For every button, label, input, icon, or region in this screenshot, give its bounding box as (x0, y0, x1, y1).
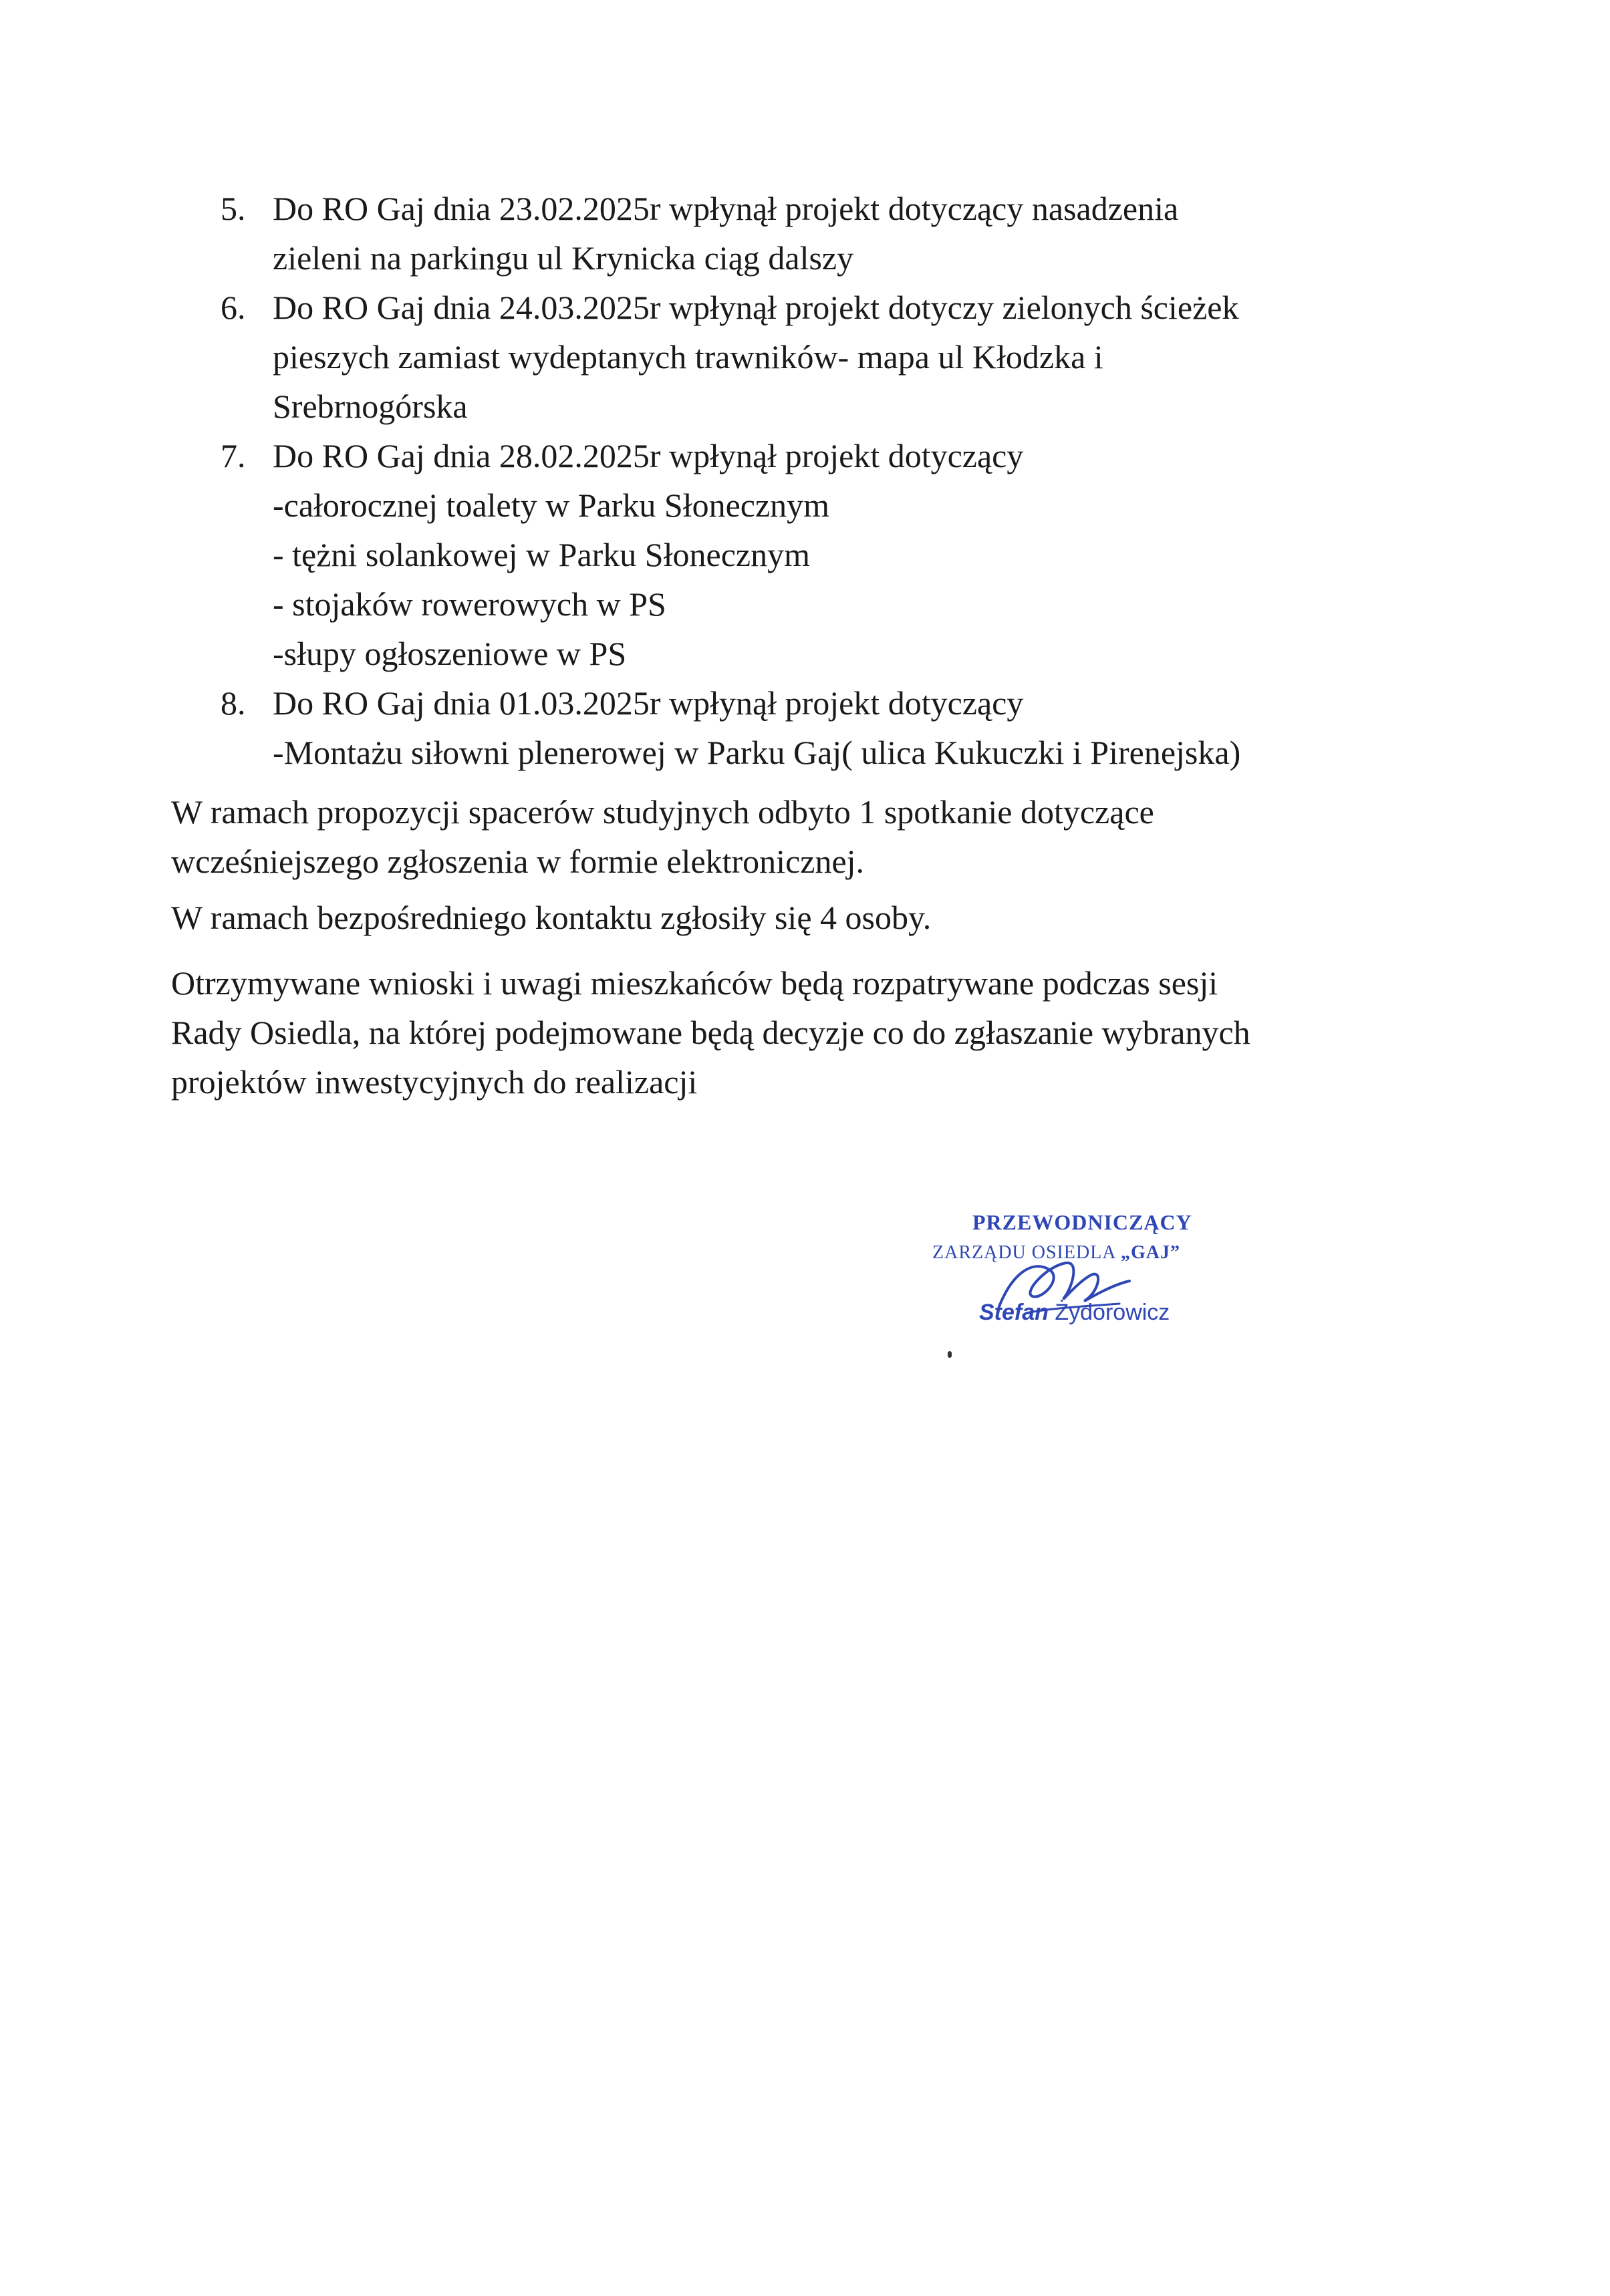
body-paragraphs (171, 787, 1508, 1107)
list-item-line: Do RO Gaj dnia 28.02.2025r wpłynął projekt dotyczący (273, 437, 1024, 474)
paragraph-line: W ramach propozycji spacerów studyjnych odbyto 1 spotkanie dotyczące (171, 793, 1154, 831)
list-item (221, 283, 1490, 431)
list-item (221, 678, 1490, 777)
list-item-line: -słupy ogłoszeniowe w PS (273, 635, 627, 672)
list-item (221, 431, 1490, 678)
stray-mark (948, 1351, 952, 1358)
paragraph-line: wcześniejszego zgłoszenia w formie elektronicznej. (171, 843, 865, 880)
chairman-stamp (932, 1206, 1280, 1360)
list-item-number: 6. (221, 289, 246, 326)
paragraph-line: Otrzymywane wnioski i uwagi mieszkańców będą rozpatrywane podczas sesji (171, 964, 1218, 1002)
paragraph-line: Rady Osiedla, na której podejmowane będą decyzje co do zgłaszanie wybranych (171, 1014, 1250, 1051)
paragraph-study-walks (171, 787, 1508, 886)
list-item-number: 5. (221, 190, 246, 227)
stamp-last-name: Żydorowicz (1055, 1300, 1170, 1325)
list-item-line: - stojaków rowerowych w PS (273, 585, 666, 623)
list-item-line: Do RO Gaj dnia 24.03.2025r wpłynął projekt dotyczy zielonych ścieżek (273, 289, 1239, 326)
stamp-organization-name: „GAJ” (1121, 1242, 1180, 1263)
handwritten-signature (986, 1233, 1146, 1340)
paragraph-line: projektów inwestycyjnych do realizacji (171, 1063, 698, 1101)
list-item-number: 8. (221, 684, 246, 722)
list-item-line: Srebrnogórska (273, 388, 468, 425)
stamp-organization-prefix: ZARZĄDU OSIEDLA (932, 1242, 1115, 1263)
list-item-number: 7. (221, 437, 246, 474)
paragraph-proposals (171, 958, 1508, 1107)
stamp-title: PRZEWODNICZĄCY (972, 1210, 1192, 1234)
paragraph-direct-contact (171, 893, 1508, 942)
paragraph-line: W ramach bezpośredniego kontaktu zgłosiły się 4 osoby. (171, 899, 932, 936)
list-item-line: pieszych zamiast wydeptanych trawników- mapa ul Kłodzka i (273, 338, 1103, 376)
list-item-line: Do RO Gaj dnia 01.03.2025r wpłynął projekt dotyczący (273, 684, 1024, 722)
list-item-line: -całorocznej toalety w Parku Słonecznym (273, 486, 830, 524)
stamp-first-name: Stefan (979, 1300, 1049, 1325)
list-item-line: -Montażu siłowni plenerowej w Parku Gaj( ulica Kukuczki i Pirenejska) (273, 734, 1241, 771)
project-list (221, 184, 1490, 777)
list-item-line: - tężni solankowej w Parku Słonecznym (273, 536, 810, 573)
list-item-line: zieleni na parkingu ul Krynicka ciąg dalszy (273, 239, 854, 277)
list-item-line: Do RO Gaj dnia 23.02.2025r wpłynął projekt dotyczący nasadzenia (273, 190, 1179, 227)
list-item (221, 184, 1490, 283)
